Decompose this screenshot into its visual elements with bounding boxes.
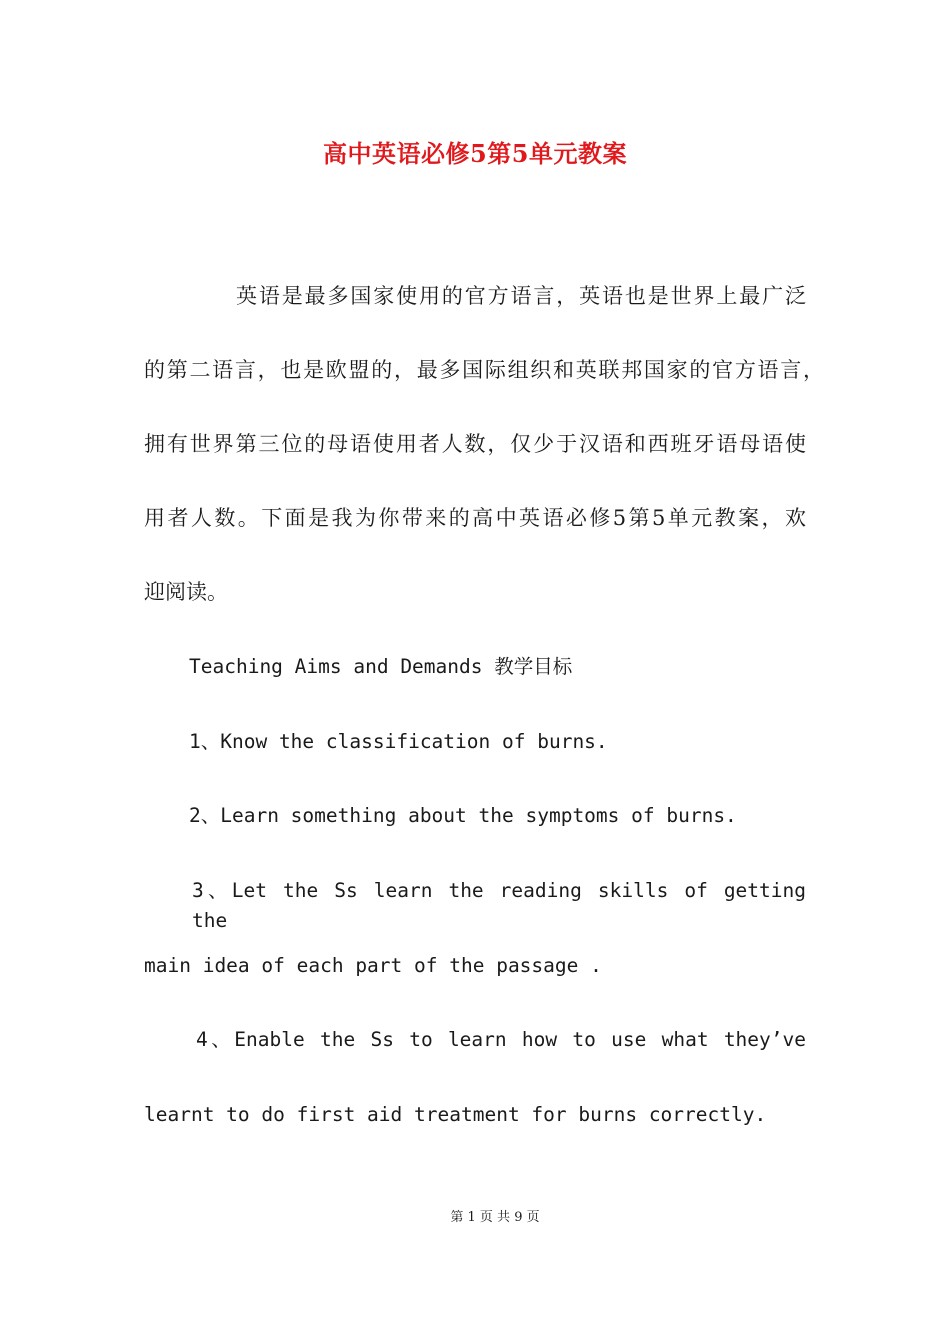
aim-item-4: 4、Enable the Ss to learn how to use what they’ve bbox=[196, 1028, 806, 1051]
intro-line-5: 迎阅读。 bbox=[144, 580, 228, 604]
aim-item-4-continued: learnt to do first aid treatment for burns correctly. bbox=[144, 1103, 767, 1126]
intro-line-3: 拥有世界第三位的母语使用者人数，仅少于汉语和西班牙语母语使 bbox=[144, 432, 806, 456]
intro-line-2: 的第二语言，也是欧盟的，最多国际组织和英联邦国家的官方语言， bbox=[144, 358, 824, 382]
aim-item-1: 1、Know the classification of burns. bbox=[189, 730, 608, 753]
document-title: 高中英语必修5第5单元教案 bbox=[323, 139, 627, 168]
page-footer: 第 1 页 共 9 页 bbox=[450, 1210, 540, 1225]
intro-line-1: 英语是最多国家使用的官方语言，英语也是世界上最广泛 bbox=[236, 284, 806, 308]
aim-item-3-continued: main idea of each part of the passage . bbox=[144, 954, 602, 977]
intro-line-4: 用者人数。下面是我为你带来的高中英语必修5第5单元教案，欢 bbox=[144, 506, 806, 530]
aim-item-2: 2、Learn something about the symptoms of burns. bbox=[189, 804, 737, 827]
section-heading: Teaching Aims and Demands 教学目标 bbox=[189, 655, 573, 678]
aim-item-3: 3、Let the Ss learn the reading skills of getting the bbox=[192, 879, 806, 932]
